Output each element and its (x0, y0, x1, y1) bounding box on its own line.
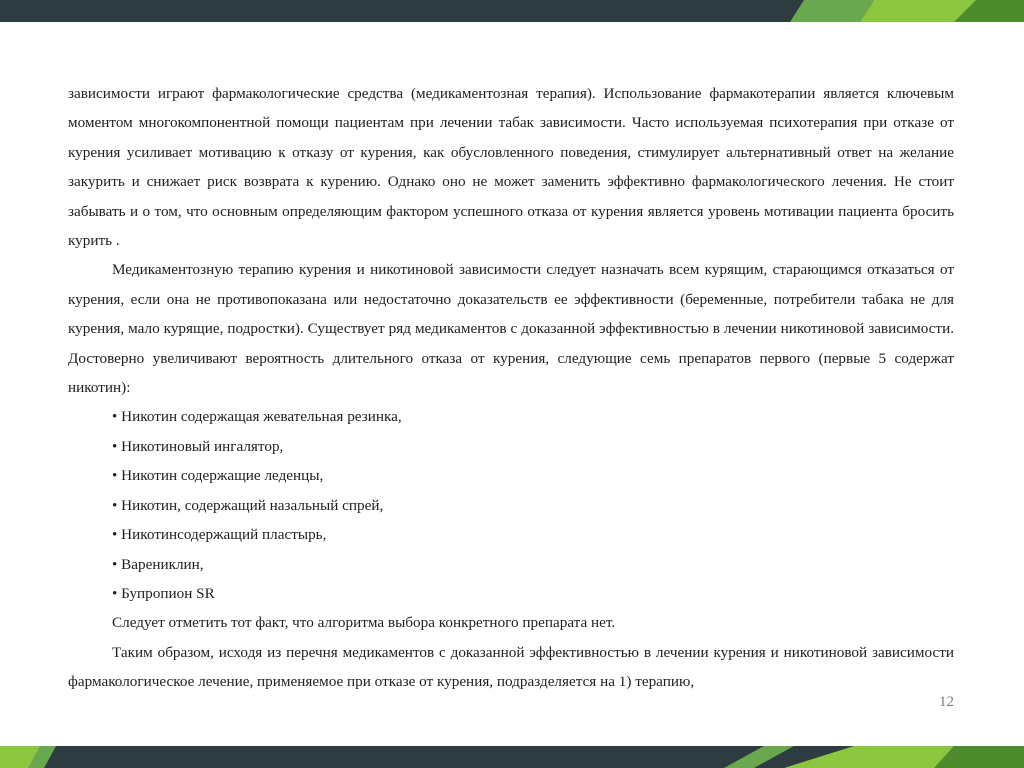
paragraph-intro: зависимости играют фармакологические средства (медикаментозная терапия). Использование фармакотерапии является ключевым моментом многокомпонентной помощи пациентам при лечении табак зависимости. Часто используемая психотерапия при отказе от курения усиливает мотивацию к отказу от курения, как обусловленного поведения, стимулирует альтернативный ответ на желание закурить и снижает риск возврата к курению. Однако оно не может заменить эффективно фармакологического лечения. Не стоит забывать и о том, что основным определяющим фактором успешного отказа от курения является уровень мотивации пациента бросить курить . (68, 85, 954, 250)
bottom-right-green-decor (724, 746, 1024, 768)
paragraph-medication-therapy: Медикаментозную терапию курения и никотиновой зависимости следует назначать всем курящим, старающимся отказаться от курения, если она не противопоказана или недостаточно доказательств ее эффективности (беременные, потребители табака не для курения, мало курящие, подростки). Существует ряд медикаментов с доказанной эффективностью в лечении никотиновой зависимости. Достоверно увеличивают вероятность длительного отказа от курения, следующие семь препаратов первого (первые 5 содержат никотин): (68, 261, 954, 397)
page-number: 12 (939, 694, 954, 710)
list-item: • Никотин содержащие леденцы, (112, 467, 324, 485)
list-item: • Никотин содержащая жевательная резинка, (112, 408, 402, 426)
paragraph-note: Следует отметить тот факт, что алгоритма выбора конкретного препарата нет. (112, 614, 616, 632)
bottom-left-green-decor (0, 746, 60, 768)
list-item: • Никотинсодержащий пластырь, (112, 526, 327, 544)
paragraph-conclusion: Таким образом, исходя из перечня медикаментов с доказанной эффективностью в лечении курения и никотиновой зависимости фармакологическое лечение, применяемое при отказе от курения, подразделяется на 1) терапию, (68, 643, 954, 691)
top-right-green-decor (764, 0, 1024, 22)
medication-list (68, 402, 954, 608)
list-item: • Никотиновый ингалятор, (112, 437, 284, 455)
list-item: • Никотин, содержащий назальный спрей, (112, 496, 384, 514)
slide-body-text (68, 79, 954, 697)
list-item: • Бупропион SR (112, 584, 215, 602)
list-item: • Варениклин, (112, 555, 204, 573)
